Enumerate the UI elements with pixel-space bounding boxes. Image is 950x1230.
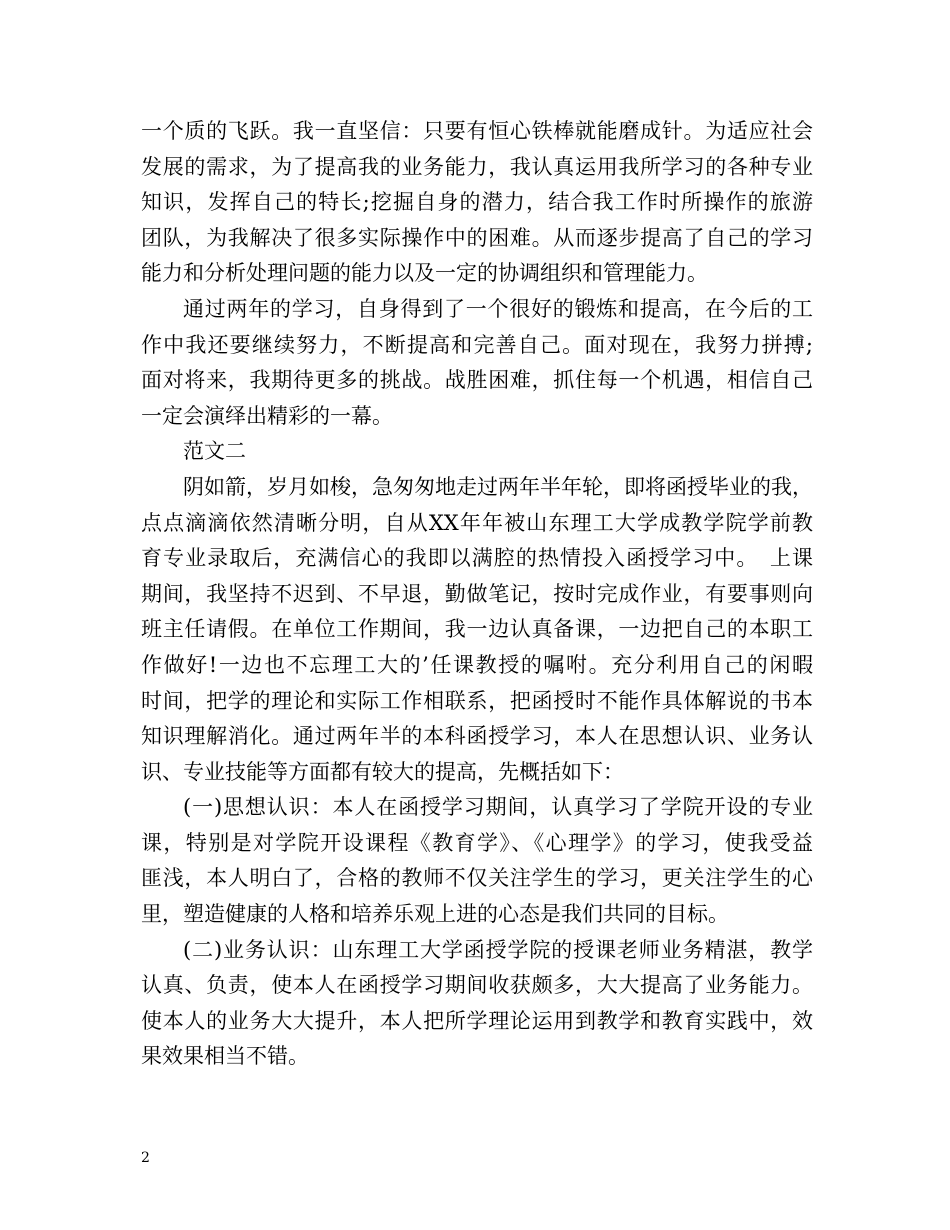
text-line: 团队，为我解决了很多实际操作中的困难。从而逐步提高了自己的学习 (141, 225, 813, 250)
paragraph-first-line: (一)思想认识：本人在函授学习期间，认真学习了学院开设的专业 (183, 795, 813, 820)
text-line: 面对将来，我期待更多的挑战。战胜困难，抓住每一个机遇，相信自己 (141, 368, 813, 393)
text-line: 匪浅，本人明白了，合格的教师不仅关注学生的学习，更关注学生的心 (141, 866, 813, 891)
text-line: 认真、负责，使本人在函授学习期间收获颇多，大大提高了业务能力。 (141, 973, 813, 998)
text-line: 期间，我坚持不迟到、不早退，勤做笔记，按时完成作业，有要事则向 (141, 581, 813, 606)
text-line: 发展的需求，为了提高我的业务能力，我认真运用我所学习的各种专业 (141, 154, 813, 179)
paragraph-first-line: (二)业务认识：山东理工大学函授学院的授课老师业务精湛，教学 (183, 937, 813, 962)
section-heading: 范文二 (183, 439, 246, 464)
text-line: 作中我还要继续努力，不断提高和完善自己。面对现在，我努力拼搏; (141, 332, 813, 357)
text-line: 知识，发挥自己的特长;挖掘自身的潜力，结合我工作时所操作的旅游 (141, 190, 813, 215)
text-line: 里，塑造健康的人格和培养乐观上进的心态是我们共同的目标。 (141, 902, 729, 927)
text-line: 育专业录取后，充满信心的我即以满腔的热情投入函授学习中。 上课 (141, 546, 813, 571)
text-line: 果效果相当不错。 (141, 1044, 309, 1069)
paragraph-first-line: 通过两年的学习，自身得到了一个很好的锻炼和提高，在今后的工 (183, 296, 813, 321)
text-line: 课，特别是对学院开设课程《教育学》、《心理学》的学习，使我受益 (141, 830, 813, 855)
page-number: 2 (141, 1150, 150, 1166)
text-line: 时间，把学的理论和实际工作相联系，把函授时不能作具体解说的书本 (141, 688, 813, 713)
text-line: 作做好!一边也不忘理工大的’任课教授的嘱咐。充分利用自己的闲暇 (141, 652, 813, 677)
text-line: 能力和分析处理问题的能力以及一定的协调组织和管理能力。 (141, 261, 708, 286)
text-line: 识、专业技能等方面都有较大的提高，先概括如下： (141, 759, 624, 784)
text-line: 一定会演绎出精彩的一幕。 (141, 403, 393, 428)
text-line: 知识理解消化。通过两年半的本科函授学习，本人在思想认识、业务认 (141, 724, 813, 749)
text-line: 使本人的业务大大提升，本人把所学理论运用到教学和教育实践中，效 (141, 1008, 813, 1033)
text-line: 点点滴滴依然清晰分明，自从XX年年被山东理工大学成教学院学前教 (141, 510, 813, 535)
text-line: 一个质的飞跃。我一直坚信：只要有恒心铁棒就能磨成针。为适应社会 (141, 119, 813, 143)
text-line: 班主任请假。在单位工作期间，我一边认真备课，一边把自己的本职工 (141, 617, 813, 642)
paragraph-first-line: 阴如箭，岁月如梭，急匆匆地走过两年半年轮，即将函授毕业的我， (183, 474, 813, 499)
document-body (141, 114, 813, 1075)
